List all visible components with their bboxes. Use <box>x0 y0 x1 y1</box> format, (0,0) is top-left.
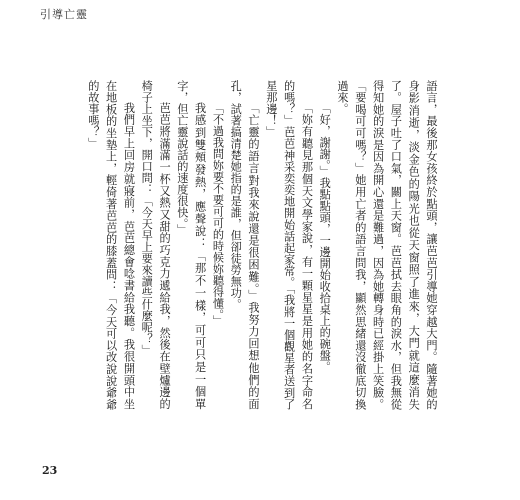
paragraph-7: 芭芭將滿滿一杯又熱又甜的巧克力遞給我，然後在壁爐邊的椅子上坐下，開口問：「今天早上要來讀些什麼呢？」 <box>140 80 172 410</box>
paragraph-1: 語言，最後那女孩終於點頭，讓芭芭引導她穿越大門。隨著她的身影消逝，淡金色的陽光也從天窗照了進來，大門就這麼消失了。屋子吐了口氣，關上天窗。芭芭拭去眼角的淚水，但我無從得知她的淚是因為開心還是難過，因為她轉身時已經掛上笑臉。「要喝可可嗎？」她用亡者的語言問我，顯然思緒還沒徹底切換過來。 <box>336 80 438 410</box>
body-text <box>84 80 440 410</box>
paragraph-8: 我們早上回房就寢前，芭芭總會唸書給我聽。我很開頭中坐在地板的坐墊上，輕倚著芭芭的膝蓋問：「今天可以改說說爺爺的故事嗎？」 <box>86 80 136 410</box>
paragraph-6: 我感到雙頰發熱，應聲說：「那不一樣，可可只是一個單字，但亡靈說話的速度很快。」 <box>175 80 207 410</box>
running-title: 引導亡靈 <box>40 8 88 21</box>
paragraph-5: 「不過我問妳要不要可可的時候妳聽得懂。」 <box>211 102 225 327</box>
paragraph-4: 「亡靈的語言對我來說還是很困難。」我努力回想他們的面孔，試著搞清楚她指的是誰，但卻徒勞無功。 <box>229 80 261 410</box>
page-number: 23 <box>42 464 58 477</box>
paragraph-2: 「好，謝謝。」我點點頭，一邊開始收拾桌上的碗盤。 <box>318 102 332 373</box>
paragraph-3: 「妳有聽見那個天文學家說，有一顆星星是用她的名字命名的嗎？」芭芭神采奕奕地開始話起家常。「我將一個觀星者送到了星那邊！」 <box>264 80 314 410</box>
